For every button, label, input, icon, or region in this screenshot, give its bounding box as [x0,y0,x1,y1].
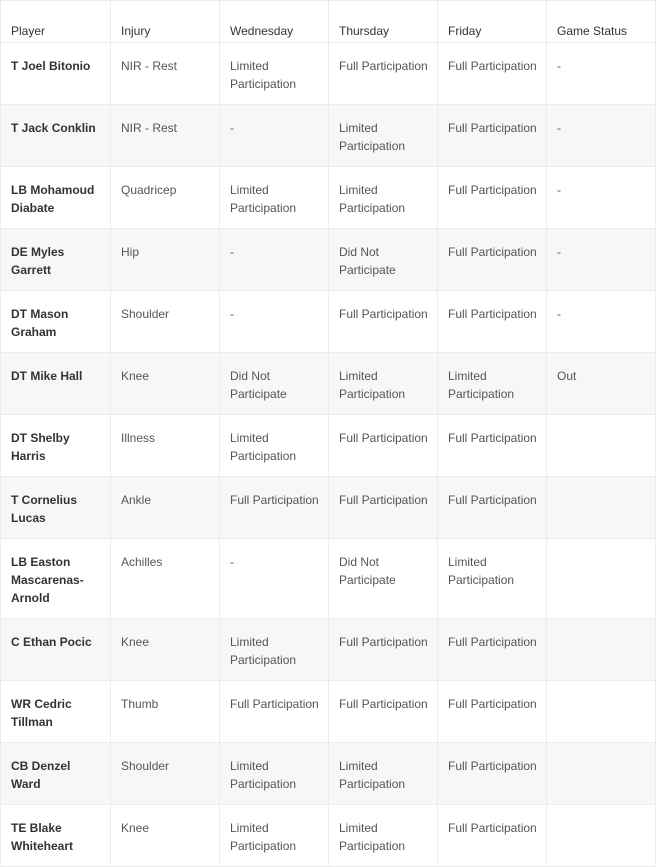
header-player: Player [1,1,111,43]
wednesday-cell: Limited Participation [220,43,329,105]
injury-cell: Knee [111,619,220,681]
wednesday-cell: Full Participation [220,477,329,539]
game-status-cell [547,619,656,681]
wednesday-cell: - [220,105,329,167]
thursday-cell: Limited Participation [329,105,438,167]
game-status-cell [547,743,656,805]
header-game-status: Game Status [547,1,656,43]
game-status-cell [547,681,656,743]
player-cell: CB Denzel Ward [1,743,111,805]
wednesday-cell: Did Not Participate [220,353,329,415]
injury-cell: Knee [111,353,220,415]
table-row [1,353,656,415]
thursday-cell: Did Not Participate [329,229,438,291]
friday-cell: Full Participation [438,167,547,229]
injury-cell: NIR - Rest [111,105,220,167]
injury-cell: Shoulder [111,291,220,353]
friday-cell: Full Participation [438,805,547,867]
friday-cell: Full Participation [438,619,547,681]
table-row [1,805,656,867]
thursday-cell: Limited Participation [329,353,438,415]
player-cell: DE Myles Garrett [1,229,111,291]
friday-cell: Full Participation [438,43,547,105]
thursday-cell: Full Participation [329,415,438,477]
player-cell: T Jack Conklin [1,105,111,167]
player-cell: LB Easton Mascarenas-Arnold [1,539,111,619]
player-cell: DT Shelby Harris [1,415,111,477]
game-status-cell [547,805,656,867]
table-row [1,619,656,681]
friday-cell: Full Participation [438,229,547,291]
player-cell: T Joel Bitonio [1,43,111,105]
thursday-cell: Limited Participation [329,805,438,867]
game-status-cell: - [547,167,656,229]
table-header-row [1,1,656,43]
game-status-cell: - [547,291,656,353]
game-status-cell: - [547,229,656,291]
table-body [1,43,656,867]
game-status-cell: - [547,105,656,167]
thursday-cell: Did Not Participate [329,539,438,619]
wednesday-cell: Full Participation [220,681,329,743]
game-status-cell: - [547,43,656,105]
friday-cell: Full Participation [438,681,547,743]
friday-cell: Full Participation [438,291,547,353]
thursday-cell: Limited Participation [329,743,438,805]
injury-cell: Quadricep [111,167,220,229]
header-friday: Friday [438,1,547,43]
friday-cell: Limited Participation [438,539,547,619]
thursday-cell: Full Participation [329,43,438,105]
wednesday-cell: Limited Participation [220,415,329,477]
wednesday-cell: - [220,291,329,353]
wednesday-cell: - [220,539,329,619]
table-row [1,167,656,229]
injury-cell: NIR - Rest [111,43,220,105]
injury-cell: Shoulder [111,743,220,805]
friday-cell: Full Participation [438,743,547,805]
game-status-cell [547,477,656,539]
injury-cell: Achilles [111,539,220,619]
player-cell: TE Blake Whiteheart [1,805,111,867]
player-cell: DT Mason Graham [1,291,111,353]
table-row [1,105,656,167]
table-row [1,743,656,805]
table-row [1,415,656,477]
wednesday-cell: Limited Participation [220,619,329,681]
header-thursday: Thursday [329,1,438,43]
wednesday-cell: Limited Participation [220,743,329,805]
friday-cell: Limited Participation [438,353,547,415]
friday-cell: Full Participation [438,415,547,477]
table-row [1,43,656,105]
injury-cell: Illness [111,415,220,477]
injury-cell: Hip [111,229,220,291]
player-cell: LB Mohamoud Diabate [1,167,111,229]
wednesday-cell: Limited Participation [220,167,329,229]
friday-cell: Full Participation [438,105,547,167]
table-row [1,477,656,539]
injury-cell: Ankle [111,477,220,539]
wednesday-cell: - [220,229,329,291]
header-injury: Injury [111,1,220,43]
game-status-cell [547,539,656,619]
game-status-cell: Out [547,353,656,415]
player-cell: WR Cedric Tillman [1,681,111,743]
table-row [1,229,656,291]
game-status-cell [547,415,656,477]
player-cell: DT Mike Hall [1,353,111,415]
table-row [1,539,656,619]
header-wednesday: Wednesday [220,1,329,43]
injury-cell: Thumb [111,681,220,743]
thursday-cell: Limited Participation [329,167,438,229]
table-row [1,291,656,353]
thursday-cell: Full Participation [329,477,438,539]
friday-cell: Full Participation [438,477,547,539]
thursday-cell: Full Participation [329,681,438,743]
wednesday-cell: Limited Participation [220,805,329,867]
thursday-cell: Full Participation [329,291,438,353]
injury-cell: Knee [111,805,220,867]
thursday-cell: Full Participation [329,619,438,681]
player-cell: T Cornelius Lucas [1,477,111,539]
player-cell: C Ethan Pocic [1,619,111,681]
table-row [1,681,656,743]
